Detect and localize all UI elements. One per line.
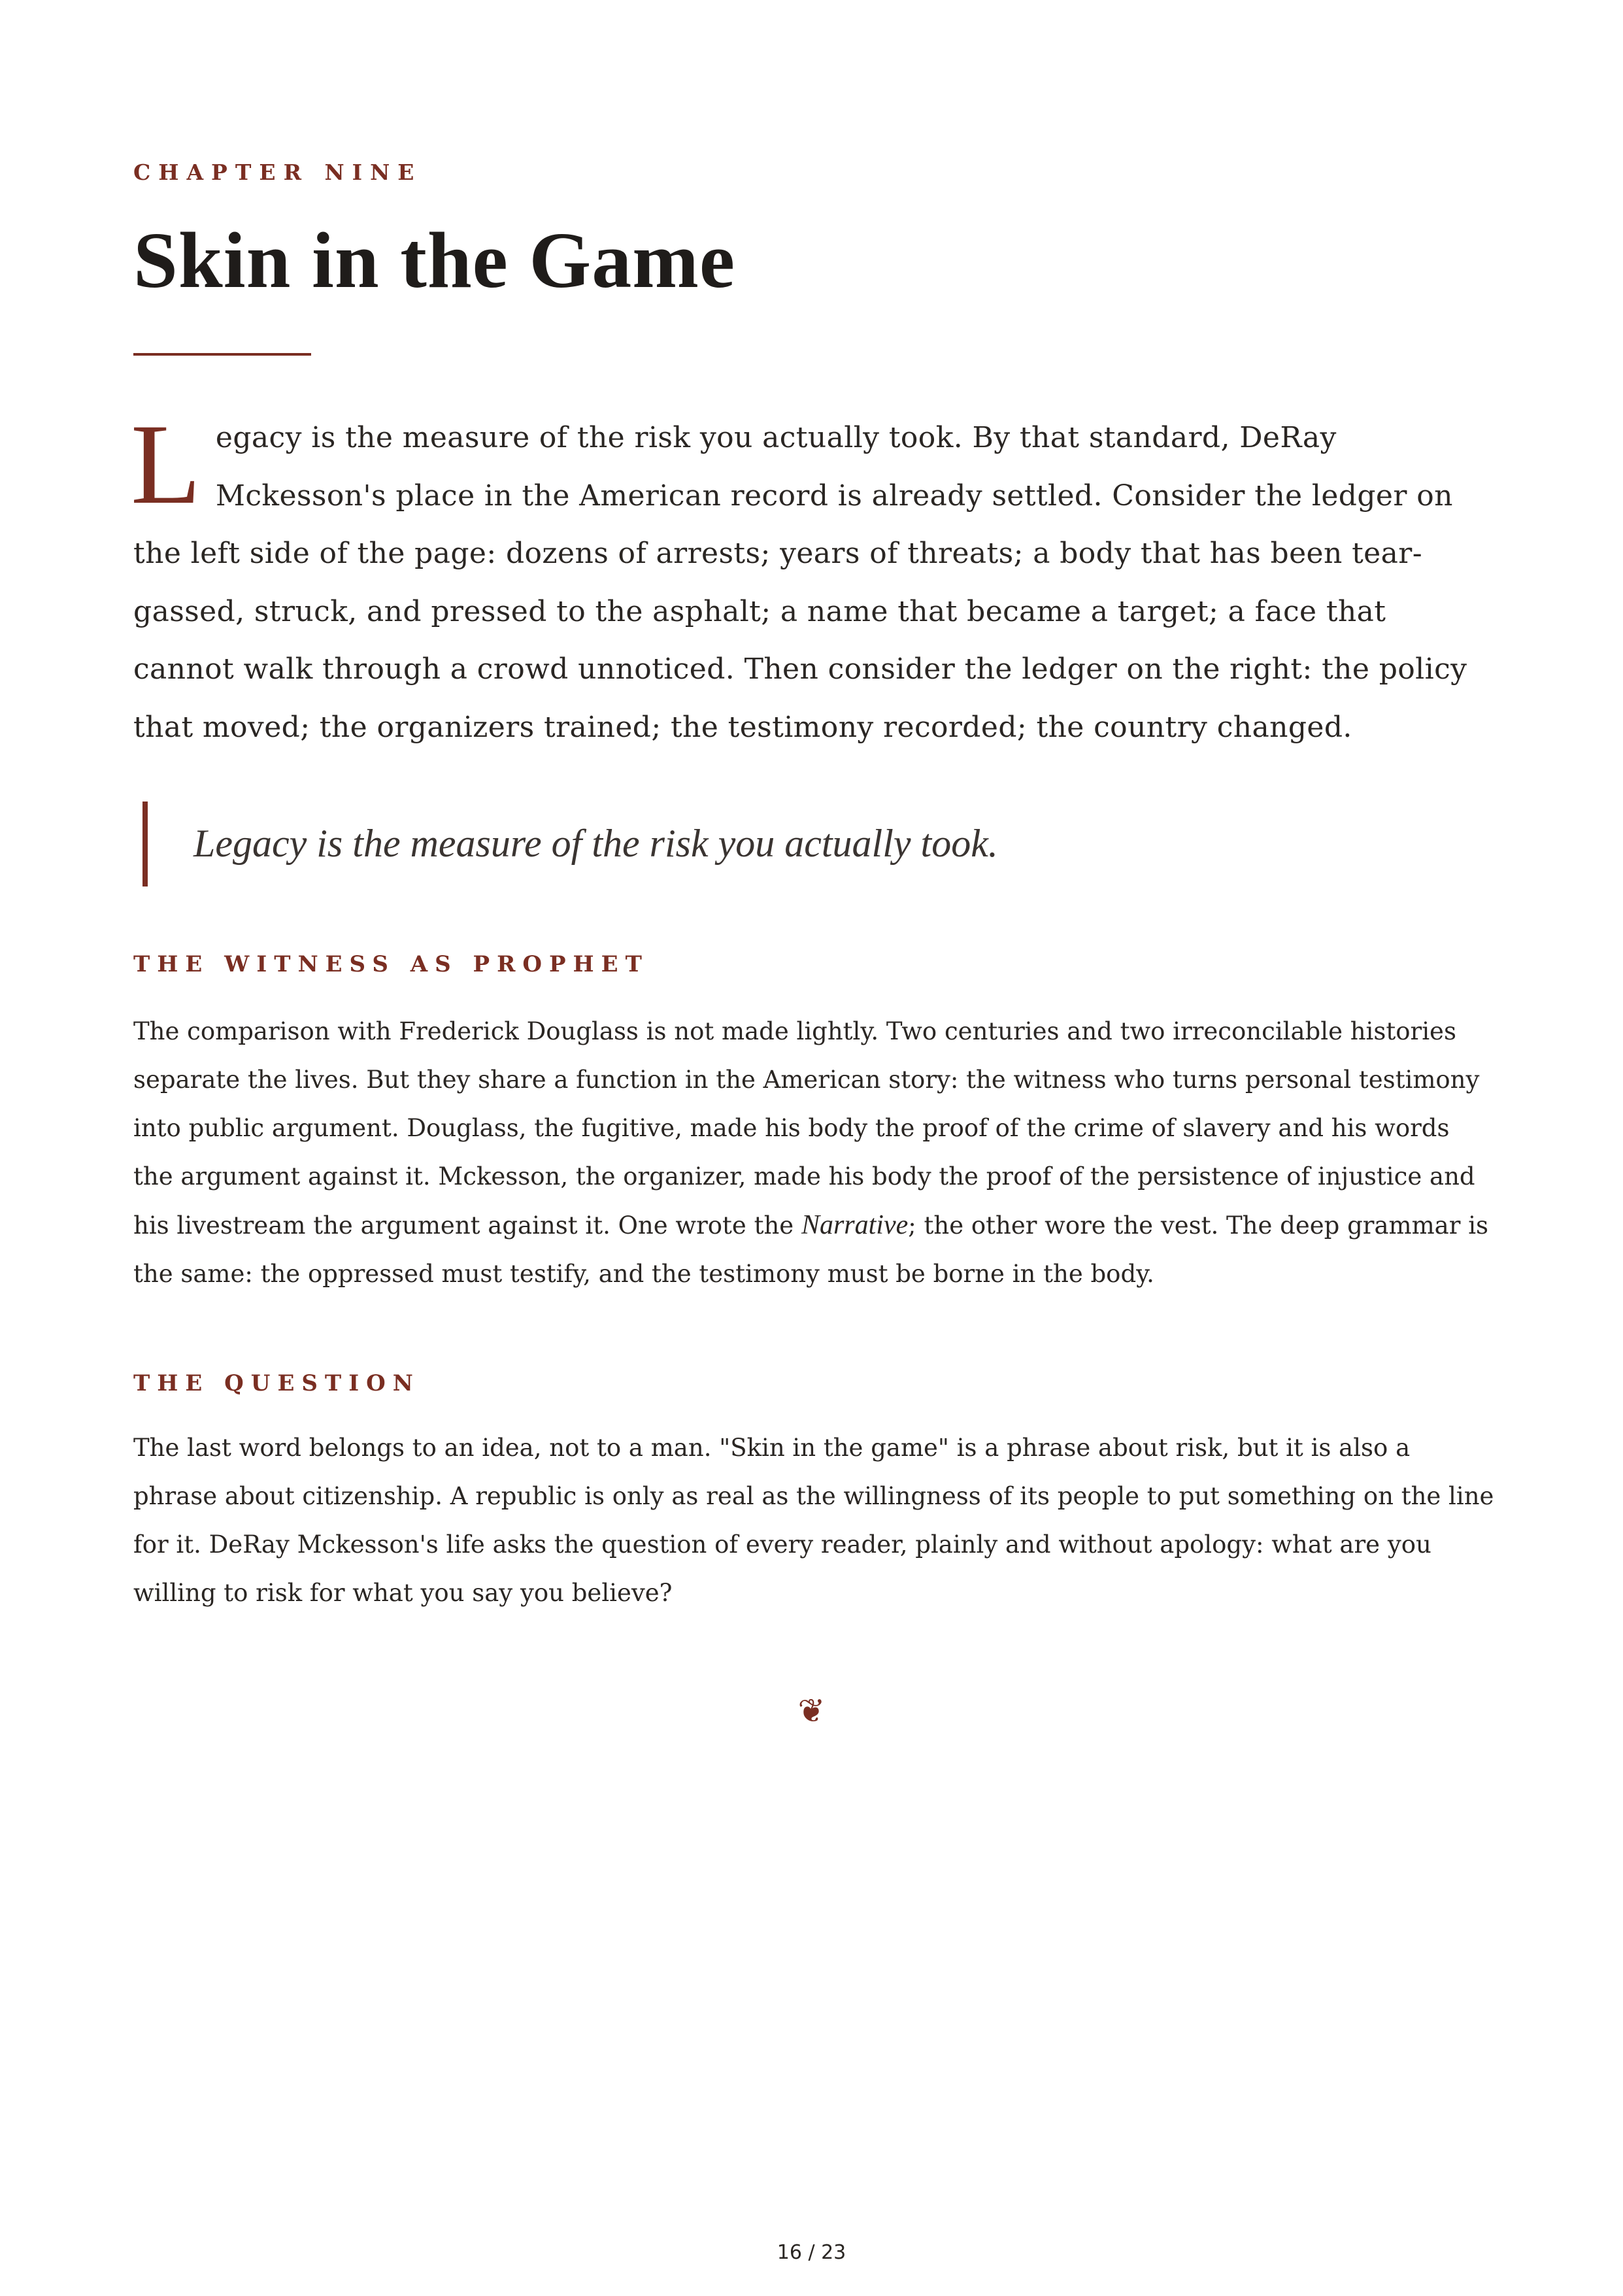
pull-quote-text: Legacy is the measure of the risk you actually took. — [193, 822, 998, 865]
lead-paragraph — [131, 401, 1494, 756]
page-number: 16 / 23 — [777, 2241, 846, 2264]
pull-quote — [142, 802, 1455, 886]
section-text-part: The comparison with Frederick Douglass is not made lightly. Two centuries and two irreconcilable histories separate the lives. But they share a function in the American story: the witness who turns personal testimony into public argument. Douglass, the fugitive, made his body the proof of the crime of slavery and his words the argument against it. Mckesson, the organizer, made his body the proof of the persistence of injustice and his livestream the argument against it. One wrote the — [133, 1017, 1480, 1240]
lead-text: egacy is the measure of the risk you actually took. By that standard, DeRay Mckesson's place in the American record is already settled. Consider the ledger on the left side of the page: dozens of arrests; years of threats; a body that has been tear-gassed, struck, and pressed to the asphalt; a name that became a target; a face that cannot walk through a crowd unnoticed. Then consider the ledger on the right: the policy that moved; the organizers trained; the testimony recorded; the country changed. — [133, 421, 1467, 744]
chapter-label: CHAPTER NINE — [133, 160, 422, 185]
section-heading-question: THE QUESTION — [133, 1370, 420, 1396]
section-body-witness — [133, 1007, 1494, 1298]
section-text-part: ; the other wore the vest. The deep grammar is the same: the oppressed must testify, and the testimony must be borne in the body. — [133, 1211, 1489, 1288]
narrative-title: Narrative — [801, 1210, 909, 1240]
title-divider — [133, 353, 311, 356]
chapter-title: Skin in the Game — [133, 216, 735, 305]
section-body-question: The last word belongs to an idea, not to a man. "Skin in the game" is a phrase about risk, but it is also a phrase about citizenship. A republic is only as real as the willingness of its people to put something on the line for it. DeRay Mckesson's life asks the question of every reader, plainly and without apology: what are you willing to risk for what you say you believe? — [133, 1434, 1494, 1607]
floral-heart-ornament-icon: ❦ — [797, 1692, 826, 1730]
section-heading-witness: THE WITNESS AS PROPHET — [133, 951, 649, 977]
drop-cap: L — [131, 401, 201, 528]
